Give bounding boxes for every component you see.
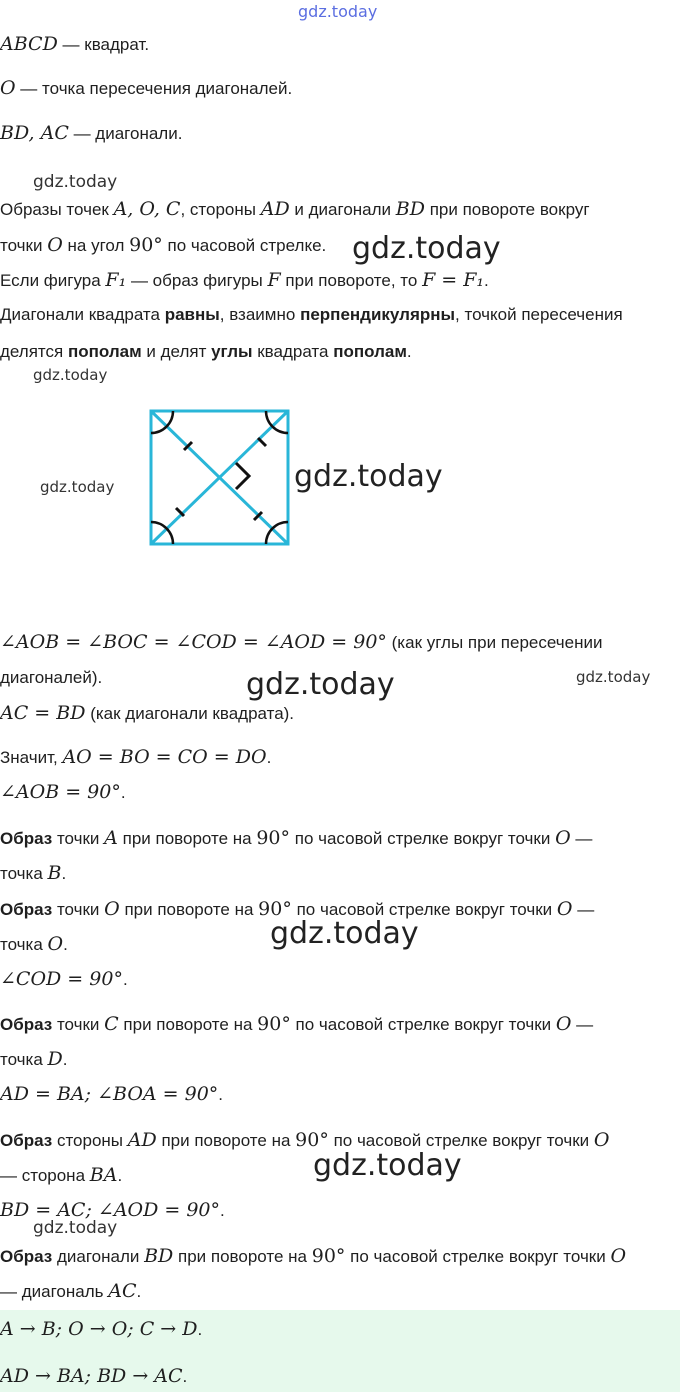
- text-span: по часовой стрелке.: [162, 236, 327, 255]
- math-expr: BD = AC; ∠AOD = 90°: [0, 1199, 221, 1221]
- bold-term: Образ: [0, 829, 53, 848]
- watermark: gdz.today: [33, 1218, 118, 1238]
- math-expr: 90°: [129, 234, 163, 256]
- text-span: Диагонали квадрата: [0, 305, 165, 324]
- bold-term: Образ: [0, 1015, 53, 1034]
- math-expr: O: [47, 234, 63, 256]
- bold-term: Образ: [0, 1247, 53, 1266]
- text-span: .: [182, 1367, 188, 1386]
- math-expr: AO = BO = CO = DO: [62, 746, 267, 768]
- text-span: , взаимно: [219, 305, 301, 324]
- bold-term: пополам: [333, 342, 407, 361]
- watermark: gdz.today: [33, 366, 108, 384]
- text-span: по часовой стрелке вокруг точки: [290, 1015, 556, 1034]
- text-span: , стороны: [180, 200, 261, 219]
- math-expr: ∠COD = 90°: [0, 968, 123, 990]
- text-line: [0, 780, 126, 805]
- text-span: по часовой стрелке вокруг точки: [290, 829, 556, 848]
- text-line: [0, 268, 489, 293]
- text-line: [0, 1082, 223, 1107]
- text-span: диагоналей).: [0, 668, 103, 687]
- math-expr: BD: [144, 1245, 174, 1267]
- text-line: [0, 630, 602, 655]
- math-expr: AC = BD: [0, 702, 86, 724]
- text-span: при повороте на: [118, 1015, 258, 1034]
- text-line: [0, 861, 66, 886]
- answer-block: [0, 1310, 680, 1392]
- text-line: [0, 121, 182, 146]
- math-expr: AD → BA; BD → AC: [0, 1365, 183, 1387]
- text-span: Значит,: [0, 748, 63, 767]
- text-span: .: [63, 935, 68, 954]
- text-span: .: [406, 342, 412, 361]
- text-span: квадрата: [252, 342, 334, 361]
- text-line: [0, 1163, 122, 1188]
- text-span: .: [117, 1166, 123, 1185]
- text-span: точки: [52, 900, 105, 919]
- math-expr: BD, AC: [0, 122, 69, 144]
- bold-term: пополам: [67, 342, 142, 361]
- bold-term: Образ: [0, 1131, 53, 1150]
- math-expr: O: [104, 898, 120, 920]
- text-span: по часовой стрелке вокруг точки: [328, 1131, 594, 1150]
- math-expr: D: [47, 1048, 63, 1070]
- text-span: и делят: [141, 342, 212, 361]
- text-span: .: [220, 1201, 225, 1220]
- text-line: [0, 666, 102, 690]
- text-span: .: [266, 748, 272, 767]
- text-line: [0, 745, 271, 770]
- math-expr: AD = BA; ∠BOA = 90°: [0, 1083, 219, 1105]
- math-expr: A → B; O → O; C → D: [0, 1318, 198, 1340]
- tick-mark: [258, 438, 266, 446]
- text-span: Образы точек: [0, 200, 114, 219]
- math-expr: F₁: [105, 269, 127, 291]
- text-span: — точка пересечения диагоналей.: [15, 79, 293, 98]
- math-expr: A, O, C: [113, 198, 181, 220]
- math-expr: AD: [127, 1129, 157, 1151]
- watermark: gdz.today: [246, 667, 395, 702]
- answer-line: [0, 1317, 202, 1342]
- right-angle-mark: [236, 463, 249, 489]
- text-span: точки: [52, 1015, 105, 1034]
- watermark: gdz.today: [352, 231, 501, 266]
- math-expr: O: [593, 1129, 610, 1151]
- text-span: точки: [0, 236, 48, 255]
- math-expr: 90°: [257, 1013, 291, 1035]
- text-span: —: [572, 900, 595, 919]
- math-expr: BA: [89, 1164, 118, 1186]
- math-expr: BD: [395, 198, 425, 220]
- text-line: [0, 32, 149, 57]
- text-span: — сторона: [0, 1166, 90, 1185]
- text-span: .: [122, 970, 128, 989]
- text-span: при повороте на: [119, 900, 259, 919]
- math-expr: O: [555, 1013, 572, 1035]
- math-expr: AC: [108, 1280, 137, 1302]
- text-span: точка: [0, 1050, 48, 1069]
- text-span: стороны: [52, 1131, 128, 1150]
- text-span: Если фигура: [0, 271, 106, 290]
- math-expr: A: [104, 827, 118, 849]
- text-span: — квадрат.: [57, 35, 150, 54]
- watermark: gdz.today: [313, 1148, 462, 1183]
- math-expr: 90°: [295, 1129, 329, 1151]
- watermark: gdz.today: [40, 478, 115, 496]
- math-expr: F: [267, 269, 281, 291]
- answer-line: [0, 1364, 187, 1389]
- math-expr: AD: [260, 198, 290, 220]
- text-span: по часовой стрелке вокруг точки: [345, 1247, 611, 1266]
- text-span: при повороте на: [117, 829, 257, 848]
- text-span: и диагонали: [289, 200, 396, 219]
- text-span: делятся: [0, 342, 68, 361]
- text-line: [0, 967, 128, 992]
- watermark: gdz.today: [294, 459, 443, 494]
- text-line: [0, 76, 292, 101]
- text-line: [0, 303, 623, 327]
- square-diagram: [140, 400, 300, 555]
- math-expr: B: [47, 862, 62, 884]
- text-span: .: [61, 864, 67, 883]
- text-span: — диагональ: [0, 1282, 109, 1301]
- text-span: точка: [0, 935, 48, 954]
- text-span: при повороте вокруг: [424, 200, 590, 219]
- math-expr: 90°: [311, 1245, 346, 1267]
- text-span: диагонали: [52, 1247, 145, 1266]
- text-line: [0, 197, 590, 222]
- text-span: по часовой стрелке вокруг точки: [291, 900, 557, 919]
- watermark: gdz.today: [33, 172, 118, 192]
- math-expr: ∠AOB = 90°: [0, 781, 121, 803]
- math-expr: C: [104, 1013, 119, 1035]
- watermark: gdz.today: [270, 916, 419, 951]
- text-span: (как углы при пересечении: [386, 633, 603, 652]
- text-span: точки: [52, 829, 105, 848]
- math-expr: O: [47, 933, 64, 955]
- text-span: —: [570, 829, 593, 848]
- text-span: .: [218, 1085, 224, 1104]
- text-line: [0, 826, 592, 851]
- text-line: [0, 1047, 68, 1072]
- text-line: [0, 701, 294, 726]
- text-span: на угол: [62, 236, 130, 255]
- math-expr: ∠AOB = ∠BOC = ∠COD = ∠AOD = 90°: [0, 631, 387, 653]
- text-line: [0, 1279, 141, 1304]
- bold-term: равны: [164, 305, 220, 324]
- text-span: .: [484, 271, 489, 290]
- text-span: при повороте, то: [280, 271, 423, 290]
- watermark-top: gdz.today: [298, 2, 378, 21]
- text-span: — образ фигуры: [126, 271, 268, 290]
- math-expr: 90°: [256, 827, 291, 849]
- text-span: при повороте на: [173, 1247, 312, 1266]
- text-span: (как диагонали квадрата).: [85, 704, 295, 723]
- text-span: при повороте на: [156, 1131, 296, 1150]
- text-span: —: [571, 1015, 594, 1034]
- text-span: .: [62, 1050, 68, 1069]
- text-line: [0, 932, 68, 957]
- text-span: точка: [0, 864, 48, 883]
- text-line: [0, 1244, 626, 1269]
- text-span: .: [120, 783, 126, 802]
- text-span: .: [136, 1282, 142, 1301]
- text-line: [0, 1128, 609, 1153]
- watermark: gdz.today: [576, 668, 651, 686]
- bold-term: перпендикулярны: [300, 305, 456, 324]
- math-expr: O: [556, 898, 573, 920]
- math-expr: 90°: [258, 898, 292, 920]
- math-expr: O: [0, 77, 16, 99]
- text-span: , точкой пересечения: [455, 305, 623, 324]
- text-span: .: [197, 1320, 203, 1339]
- math-expr: ABCD: [0, 33, 58, 55]
- text-span: — диагонали.: [68, 124, 183, 143]
- math-expr: O: [555, 827, 571, 849]
- text-line: [0, 340, 412, 364]
- math-expr: O: [610, 1245, 627, 1267]
- text-line: [0, 1012, 593, 1037]
- math-expr: F = F₁: [422, 269, 485, 291]
- bold-term: углы: [211, 342, 253, 361]
- text-line: [0, 233, 326, 258]
- bold-term: Образ: [0, 900, 53, 919]
